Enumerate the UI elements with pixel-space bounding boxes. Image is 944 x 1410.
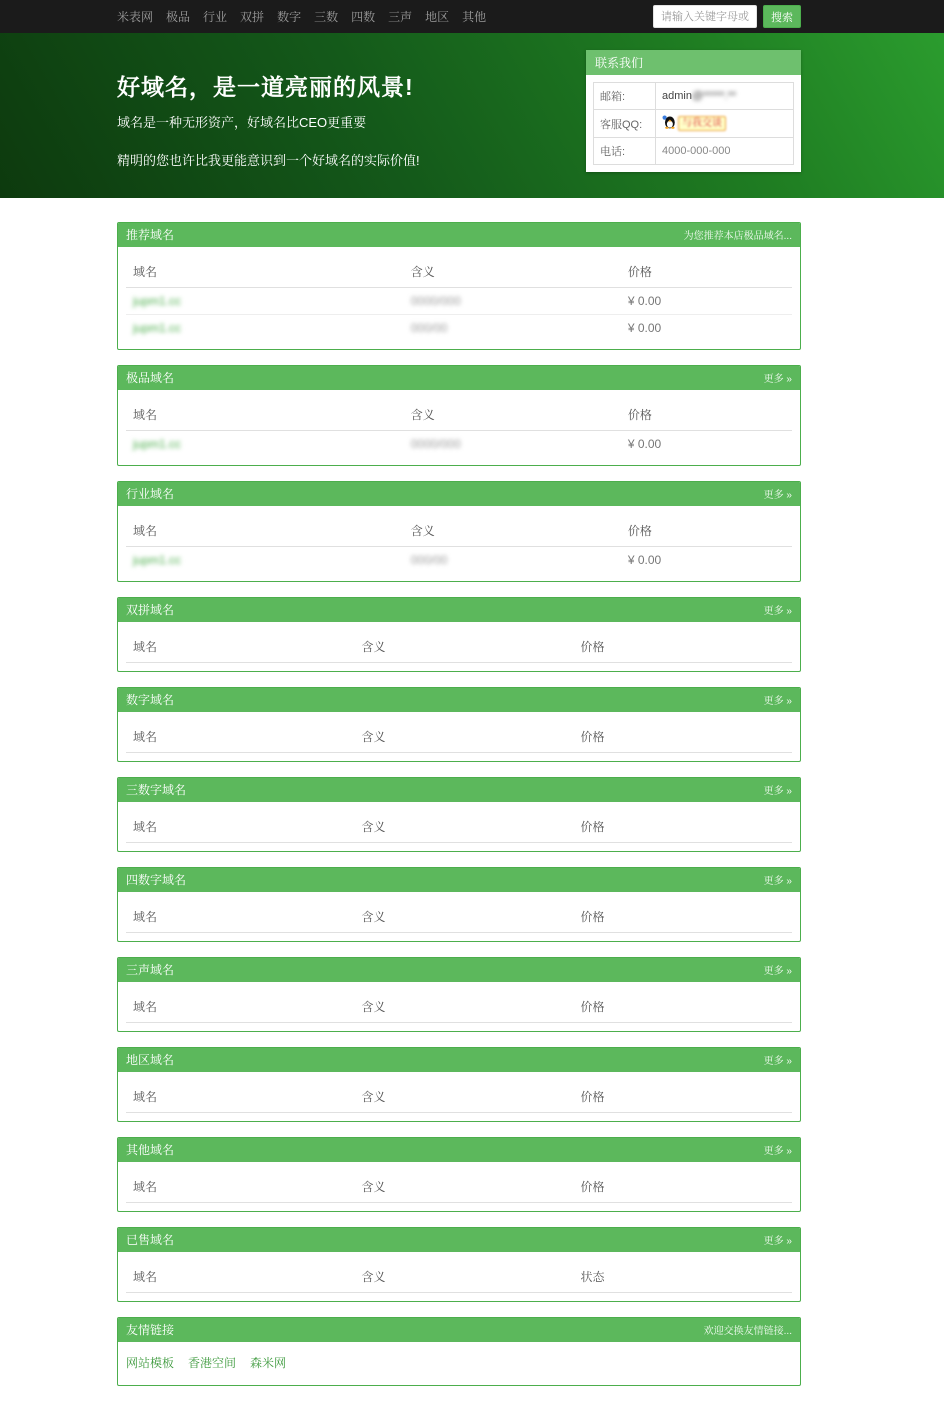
column-header: 含义: [354, 630, 573, 663]
nav-item-2[interactable]: 行业: [203, 10, 228, 24]
meaning-text: 000/00: [410, 553, 448, 567]
domain-row: [126, 288, 792, 315]
panel-4: [117, 687, 801, 762]
domain-row: [126, 547, 792, 574]
panel-title: 友情链接: [126, 1323, 175, 1337]
column-header: 价格: [574, 810, 792, 843]
panel-9: [117, 1137, 801, 1212]
panel-10: [117, 1227, 801, 1302]
panel-body: [118, 1072, 800, 1121]
panel-title: 三声域名: [126, 963, 175, 977]
meaning-text: 0000/000: [410, 437, 461, 451]
column-header: 域名: [126, 255, 404, 288]
panel-body: [118, 982, 800, 1031]
panels: [117, 222, 801, 1410]
main-nav: [117, 8, 499, 25]
domain-link[interactable]: jupm1.cc: [133, 321, 182, 335]
column-header: 域名: [126, 1260, 354, 1293]
column-header: 域名: [126, 630, 354, 663]
nav-item-9[interactable]: 其他: [462, 10, 487, 24]
panel-subtitle: 欢迎交换友情链接...: [703, 1326, 792, 1337]
column-header: 域名: [126, 1170, 354, 1203]
panel-header: [118, 958, 800, 982]
panel-header: [118, 778, 800, 802]
more-link[interactable]: 更多 »: [763, 786, 792, 797]
price-value: ¥ 0.00: [627, 294, 662, 308]
domain-link[interactable]: jupm1.cc: [133, 437, 182, 451]
domain-row: [126, 431, 792, 458]
price-value: ¥ 0.00: [627, 553, 662, 567]
panel-header: [118, 482, 800, 506]
more-link[interactable]: 更多 »: [763, 374, 792, 385]
hero-subtitle-2: 精明的您也许比我更能意识到一个好域名的实际价值!: [117, 153, 420, 168]
panel-title: 三数字域名: [126, 783, 187, 797]
panel-2: [117, 481, 801, 582]
panel-header: [118, 598, 800, 622]
domain-link[interactable]: jupm1.cc: [133, 294, 182, 308]
column-header: 含义: [354, 1170, 573, 1203]
panel-body: [118, 506, 800, 581]
more-link[interactable]: 更多 »: [763, 490, 792, 501]
phone-label: 电话:: [594, 138, 656, 165]
panel-title: 数字域名: [126, 693, 175, 707]
column-header: 域名: [126, 900, 354, 933]
more-link[interactable]: 更多 »: [763, 966, 792, 977]
panel-7: [117, 957, 801, 1032]
panel-body: [118, 622, 800, 671]
column-header: 含义: [404, 255, 621, 288]
more-link[interactable]: 更多 »: [763, 876, 792, 887]
hero-subtitle-1: 域名是一种无形资产，好域名比CEO更重要: [117, 115, 367, 130]
email-value: admin: [662, 90, 692, 102]
panel-header: [118, 366, 800, 390]
column-header: 域名: [126, 398, 404, 431]
panel-body: [118, 1342, 800, 1385]
domain-link[interactable]: jupm1.cc: [133, 553, 182, 567]
panel-1: [117, 365, 801, 466]
panel-3: [117, 597, 801, 672]
panel-header: [118, 1048, 800, 1072]
panel-0: [117, 222, 801, 350]
phone-value: 4000-000-000: [656, 138, 794, 165]
panel-title: 极品域名: [126, 371, 175, 385]
nav-item-3[interactable]: 双拼: [240, 10, 265, 24]
column-header: 价格: [574, 630, 792, 663]
panel-header: [118, 1138, 800, 1162]
panel-5: [117, 777, 801, 852]
domain-row: [126, 315, 792, 342]
column-header: 状态: [574, 1260, 792, 1293]
qq-penguin-icon: [662, 115, 676, 132]
column-header: 价格: [621, 255, 792, 288]
column-header: 含义: [404, 398, 621, 431]
column-header: 域名: [126, 514, 404, 547]
friend-link-1[interactable]: 香港空间: [188, 1356, 237, 1370]
panel-title: 地区域名: [126, 1053, 175, 1067]
panel-body: [118, 247, 800, 349]
top-navbar: [0, 0, 944, 33]
more-link[interactable]: 更多 »: [763, 1056, 792, 1067]
contact-row-qq: [594, 110, 794, 138]
panel-title: 双拼域名: [126, 603, 175, 617]
column-header: 域名: [126, 1080, 354, 1113]
panel-title: 四数字域名: [126, 873, 187, 887]
panel-header: [118, 868, 800, 892]
column-header: 价格: [621, 398, 792, 431]
column-header: 价格: [574, 1170, 792, 1203]
column-header: 含义: [354, 1080, 573, 1113]
qq-label: 客服QQ:: [594, 110, 656, 138]
more-link[interactable]: 更多 »: [763, 606, 792, 617]
more-link[interactable]: 更多 »: [763, 1236, 792, 1247]
nav-list: [117, 8, 499, 25]
contact-card-title: 联系我们: [586, 50, 801, 75]
column-header: 域名: [126, 810, 354, 843]
meaning-text: 0000/000: [410, 294, 461, 308]
panel-header: [118, 223, 800, 247]
panel-8: [117, 1047, 801, 1122]
search-input[interactable]: [653, 5, 757, 28]
column-header: 域名: [126, 990, 354, 1023]
email-label: 邮箱:: [594, 83, 656, 110]
nav-item-8[interactable]: 地区: [425, 10, 450, 24]
search-box: [653, 5, 801, 28]
column-header: 含义: [354, 900, 573, 933]
nav-item-0[interactable]: 米表网: [117, 10, 154, 24]
column-header: 含义: [354, 810, 573, 843]
friend-link-2[interactable]: 森米网: [250, 1356, 287, 1370]
column-header: 价格: [574, 990, 792, 1023]
qq-chat-badge[interactable]: [662, 115, 726, 132]
qq-badge-text: 与我交谈: [678, 116, 726, 131]
column-header: 含义: [354, 720, 573, 753]
nav-item-4[interactable]: 数字: [277, 10, 302, 24]
contact-card: [586, 50, 801, 172]
panel-title: 行业域名: [126, 487, 175, 501]
panel-header: [118, 1228, 800, 1252]
more-link[interactable]: 更多 »: [763, 696, 792, 707]
nav-item-7[interactable]: 三声: [388, 10, 413, 24]
price-value: ¥ 0.00: [627, 321, 662, 335]
panel-title: 其他域名: [126, 1143, 175, 1157]
column-header: 含义: [354, 990, 573, 1023]
column-header: 价格: [574, 720, 792, 753]
email-masked-part: @*****.**: [691, 90, 737, 102]
column-header: 含义: [354, 1260, 573, 1293]
panel-body: [118, 1252, 800, 1301]
column-header: 含义: [404, 514, 621, 547]
column-header: 域名: [126, 720, 354, 753]
more-link[interactable]: 更多 »: [763, 1146, 792, 1157]
nav-item-5[interactable]: 三数: [314, 10, 339, 24]
column-header: 价格: [621, 514, 792, 547]
column-header: 价格: [574, 900, 792, 933]
panel-body: [118, 892, 800, 941]
panel-title: 推荐域名: [126, 228, 175, 242]
panel-11: [117, 1317, 801, 1386]
hero-banner: [0, 33, 944, 198]
search-button[interactable]: 搜索: [763, 5, 801, 28]
contact-row-email: [594, 83, 794, 110]
column-header: 价格: [574, 1080, 792, 1113]
price-value: ¥ 0.00: [627, 437, 662, 451]
hero-title: 好域名，是一道亮丽的风景!: [117, 74, 414, 100]
friend-link-0[interactable]: 网站模板: [126, 1356, 175, 1370]
panel-body: [118, 712, 800, 761]
nav-item-6[interactable]: 四数: [351, 10, 376, 24]
panel-header: [118, 1318, 800, 1342]
panel-subtitle: 为您推荐本店极品域名...: [683, 231, 792, 242]
contact-row-phone: [594, 138, 794, 165]
panel-body: [118, 390, 800, 465]
meaning-text: 000/00: [410, 321, 448, 335]
nav-item-1[interactable]: 极品: [166, 10, 191, 24]
panel-body: [118, 802, 800, 851]
panel-header: [118, 688, 800, 712]
panel-title: 已售域名: [126, 1233, 175, 1247]
panel-body: [118, 1162, 800, 1211]
panel-6: [117, 867, 801, 942]
